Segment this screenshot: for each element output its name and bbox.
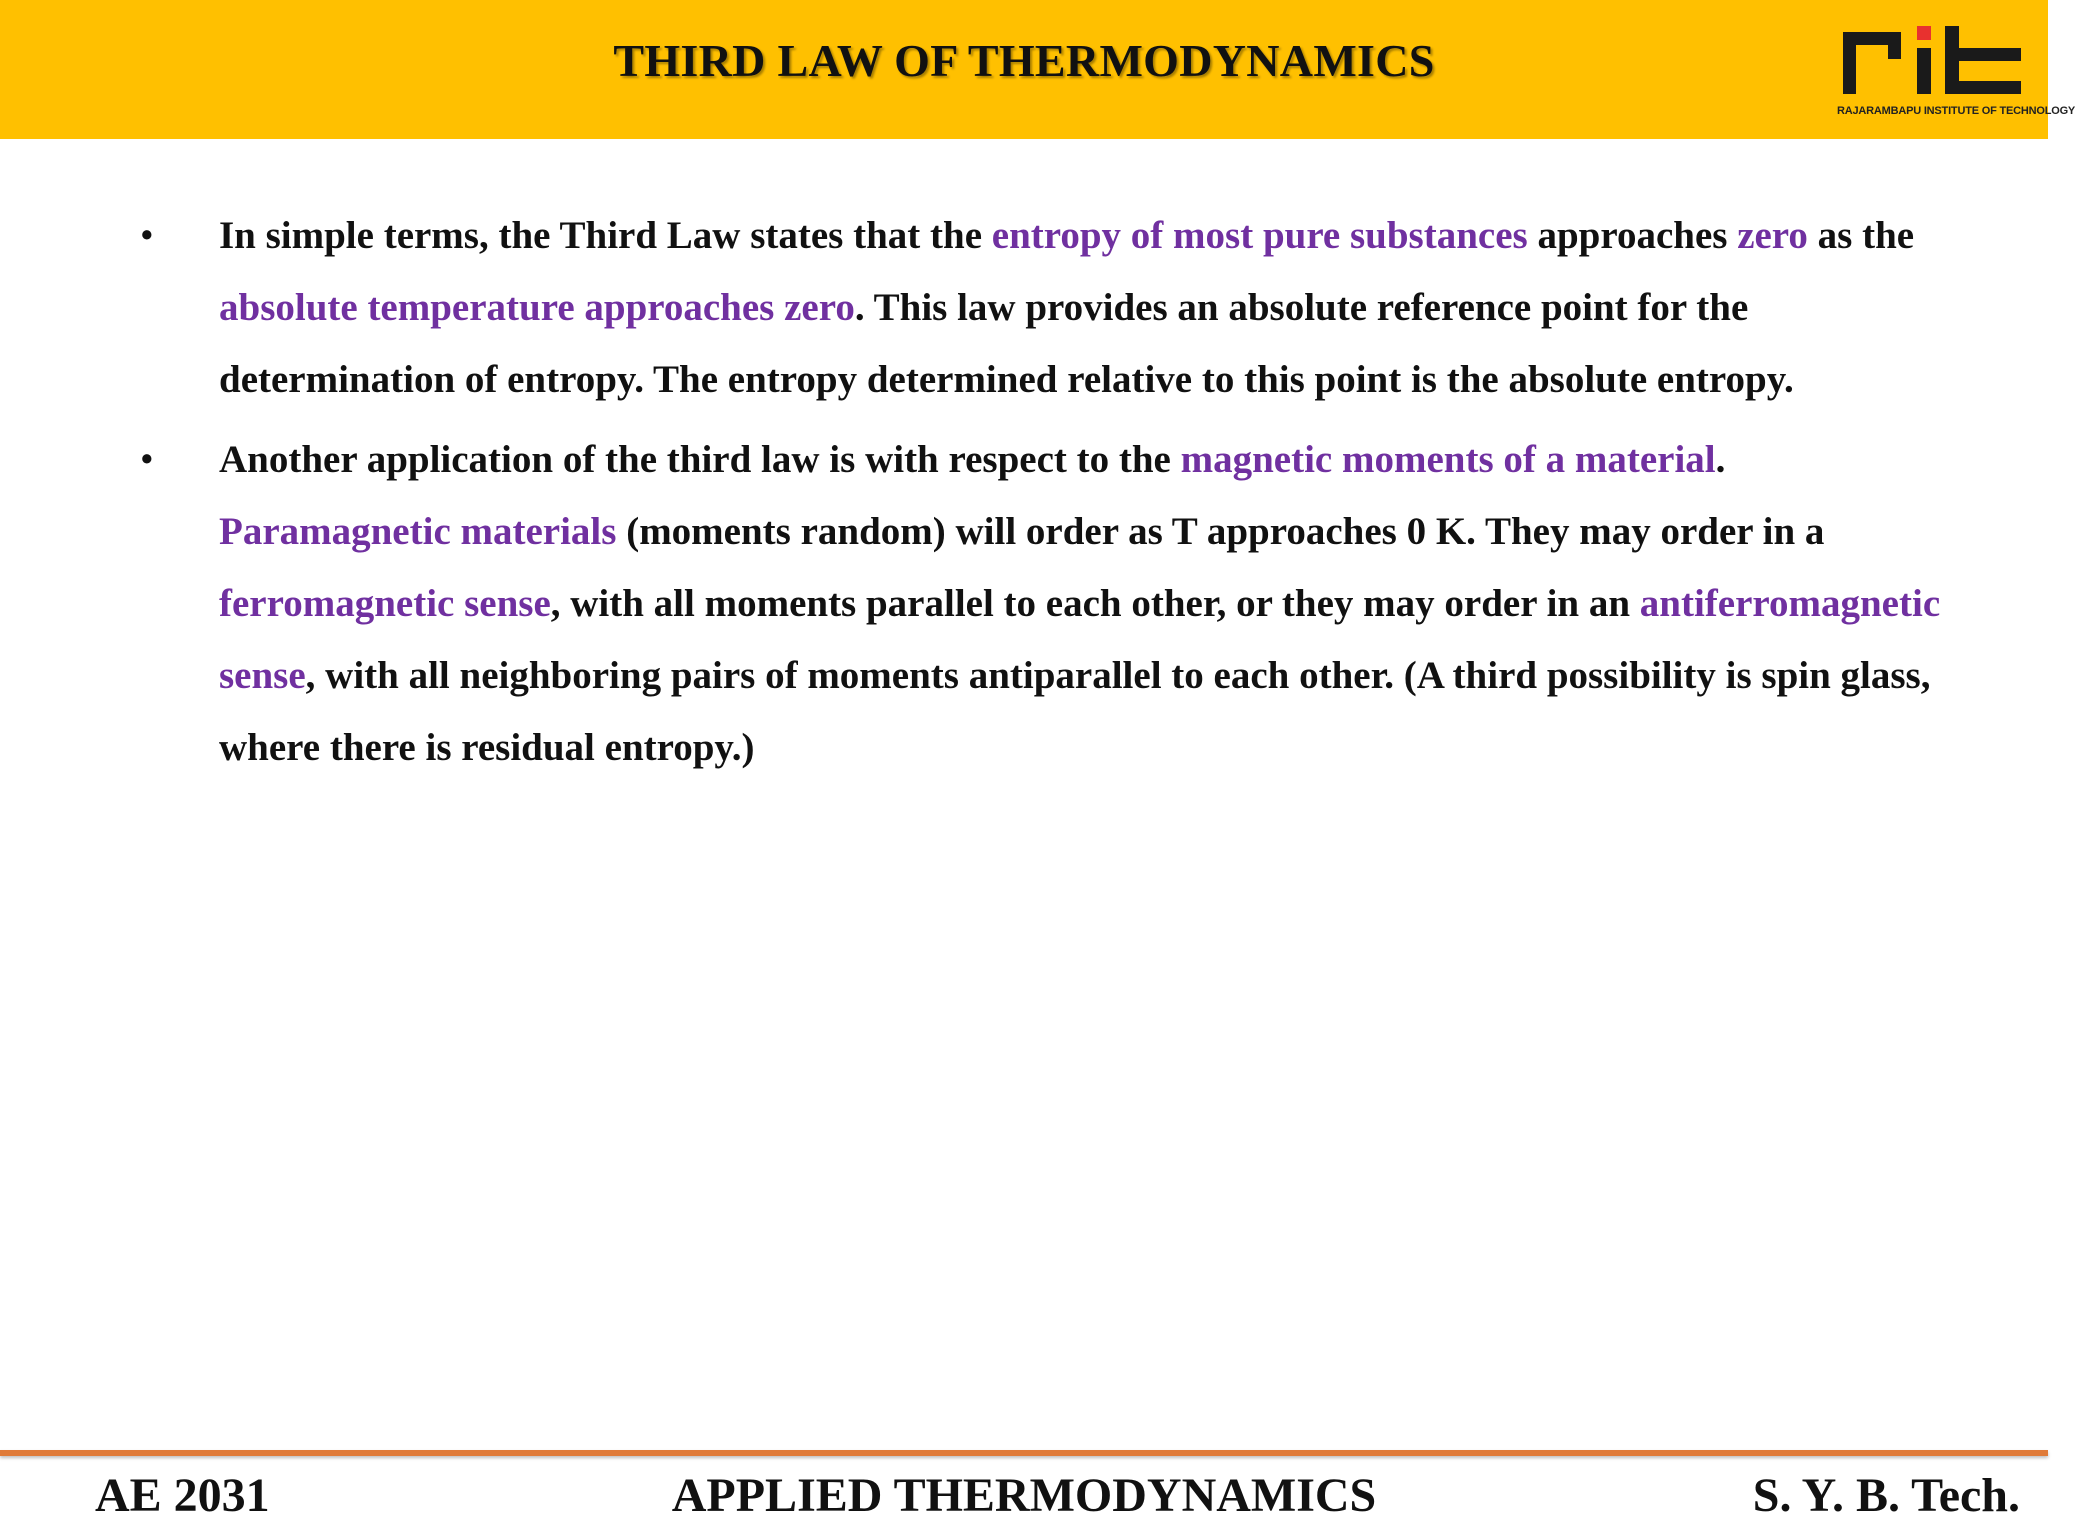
highlighted-term: magnetic moments of a material — [1180, 438, 1716, 481]
highlighted-term: entropy of most pure substances — [991, 214, 1528, 257]
bullet-text-segment: , with all neighboring pairs of moments antiparallel to each other. (A third possibility is spin glass, where there is residual entropy.) — [219, 654, 1931, 769]
bullet-text-segment: , with all moments parallel to each other, or they may order in an — [550, 582, 1640, 625]
course-title: APPLIED THERMODYNAMICS — [671, 1469, 1377, 1522]
bullet-text-segment: . — [1715, 438, 1726, 481]
class-level: S. Y. B. Tech. — [1752, 1469, 2020, 1522]
highlighted-term: ferromagnetic sense — [219, 582, 551, 625]
bullet-text-segment: In simple terms, the Third Law states that the — [219, 214, 992, 257]
bullet-text — [219, 214, 1914, 401]
bullet-text-segment: approaches — [1527, 214, 1738, 257]
highlighted-term: Paramagnetic materials — [219, 510, 617, 553]
slide-title: THIRD LAW OF THERMODYNAMICS — [613, 35, 1435, 86]
highlighted-term: absolute temperature approaches zero — [219, 286, 855, 329]
bullet-icon: • — [140, 438, 154, 481]
bullet-point — [140, 200, 1960, 416]
highlighted-term: antiferromagnetic sense — [219, 582, 1941, 697]
footer-divider — [0, 1450, 2048, 1456]
bullet-point — [140, 424, 1960, 784]
bullet-icon: • — [140, 214, 154, 257]
bullet-text-segment: Another application of the third law is with respect to the — [219, 438, 1181, 481]
bullet-text-segment: as the — [1807, 214, 1915, 257]
bullet-text — [219, 438, 1940, 769]
highlighted-term: zero — [1737, 214, 1808, 257]
course-code: AE 2031 — [95, 1469, 270, 1522]
slide-content — [140, 200, 1960, 792]
bullet-text-segment: . This law provides an absolute reference point for the determination of entropy. The entropy determined relative to this point is the absolute entropy. — [219, 286, 1794, 401]
logo-tagline: RAJARAMBAPU INSTITUTE OF TECHNOLOGY — [1837, 105, 2075, 117]
bullet-text-segment: (moments random) will order as T approaches 0 K. They may order in a — [616, 510, 1825, 553]
